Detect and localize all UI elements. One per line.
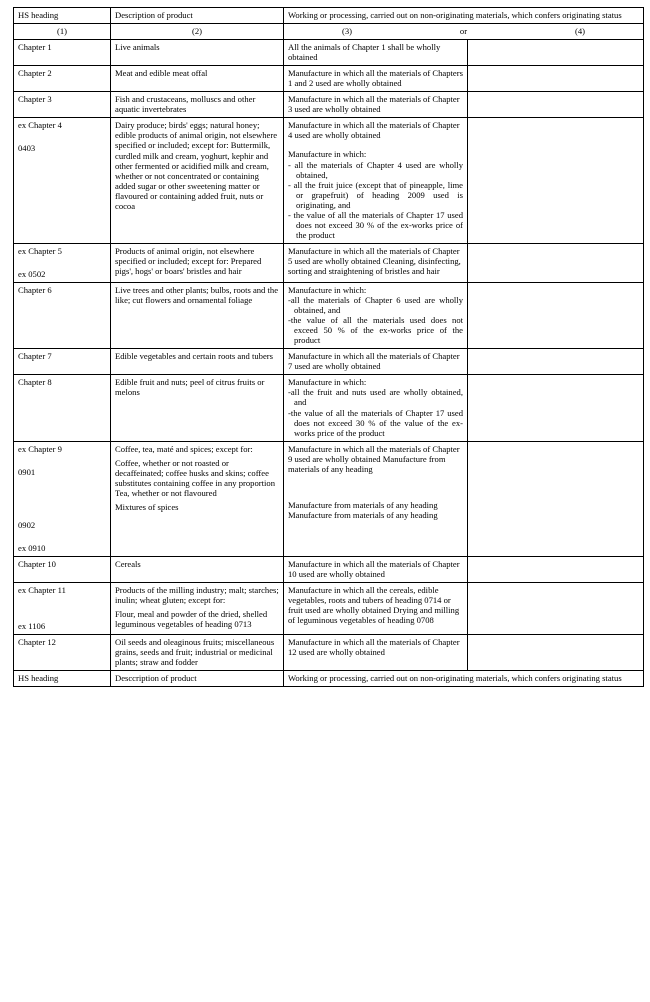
spacer (18, 608, 106, 621)
description-text: Fish and crustaceans, molluscs and other aquatic invertebrates (115, 94, 256, 115)
cell-description (111, 349, 284, 375)
table-row (14, 243, 644, 282)
spacer (288, 140, 463, 149)
cell-alternative (468, 441, 644, 556)
description-text: Buttermilk, curdled milk and cream, yoghurt, kephir and other fermented or acidified milk and cream, whether or not concentrated or containing added sugar or other sweetening matter or flavoured or containing added fruit, nuts or cocoa (115, 140, 271, 211)
working-processing-text: Manufacture in which all the materials of Chapter 5 used are wholly obtained (288, 245, 460, 266)
working-processing-text: Cleaning, disinfecting, sorting and straightening of bristles and hair (288, 255, 461, 276)
cell-working-processing (284, 40, 468, 66)
description-text: Flour, meal and powder of the dried, shelled leguminous vegetables of heading 0713 (115, 609, 268, 630)
description-text: Cereals (115, 558, 141, 569)
cell-description (111, 66, 284, 92)
hs-heading-text: Chapter 8 (18, 377, 52, 388)
hs-heading-text: 0901 (18, 466, 36, 477)
hs-heading-text: 0403 (18, 143, 36, 154)
description-text: Coffee, tea, maté and spices; except for: (115, 443, 253, 454)
table-row (14, 375, 644, 441)
cell-description (111, 556, 284, 582)
cell-description (111, 92, 284, 118)
working-processing-bullet: - the value of all the materials of Chapter 17 used does not exceed 30 % of the ex-works price of the product (288, 209, 463, 240)
cell-hs-heading (14, 635, 111, 671)
cell-working-processing (284, 349, 468, 375)
description-text: Oil seeds and oleaginous fruits; miscellaneous grains, seeds and fruit; industrial or medicinal plants; straw and fodder (115, 637, 275, 668)
cell-working-processing (284, 582, 468, 634)
cell-working-processing (284, 282, 468, 348)
cell-description (111, 582, 284, 634)
cell-hs-heading (14, 66, 111, 92)
table-column-number-row (14, 24, 644, 40)
hs-heading-text: ex 0502 (18, 268, 46, 279)
table-row (14, 66, 644, 92)
table-row (14, 582, 644, 634)
cell-description (111, 441, 284, 556)
spacer (18, 490, 106, 503)
cell-alternative (468, 66, 644, 92)
description-text: Mixtures of spices (115, 501, 179, 512)
table-row (14, 349, 644, 375)
working-processing-text: Manufacture in which all the materials of Chapter 3 used are wholly obtained (288, 94, 460, 115)
working-processing-subintro: Manufacture in which: (288, 377, 367, 388)
spacer (288, 487, 463, 500)
cell-hs-heading (14, 375, 111, 441)
cell-hs-heading (14, 243, 111, 282)
rules-of-origin-table (13, 7, 644, 687)
working-processing-text: Manufacture in which all the materials of Chapter 10 used are wholly obtained (288, 558, 460, 579)
cell-working-processing (284, 375, 468, 441)
cell-hs-heading (14, 40, 111, 66)
cell-alternative (468, 243, 644, 282)
cell-hs-heading (14, 556, 111, 582)
header-description: Description of product (111, 8, 284, 24)
hs-heading-text: Chapter 7 (18, 351, 52, 362)
cell-hs-heading (14, 441, 111, 556)
spacer (18, 530, 106, 543)
cell-alternative (468, 282, 644, 348)
spacer (288, 474, 463, 487)
hs-heading-text: Chapter 3 (18, 94, 52, 105)
working-processing-bullet: - all the materials of Chapter 4 used are wholly obtained, (288, 159, 463, 180)
working-processing-text: Manufacture in which all the materials of Chapter 7 used are wholly obtained (288, 351, 460, 372)
working-processing-text: Manufacture from materials of any heading (288, 499, 438, 510)
col-number-3: (3) (341, 26, 352, 37)
working-processing-text: All the animals of Chapter 1 shall be wholly obtained (288, 42, 441, 63)
working-processing-text: Drying and milling of leguminous vegetables of heading 0708 (288, 605, 460, 626)
hs-heading-text: Chapter 12 (18, 637, 56, 648)
description-text: Tea, whether or not flavoured (115, 487, 217, 498)
cell-working-processing (284, 243, 468, 282)
cell-alternative (468, 40, 644, 66)
description-text: Edible vegetables and certain roots and tubers (115, 351, 273, 362)
description-text: Coffee, whether or not roasted or decaffeinated; coffee husks and skins; coffee substitutes containing coffee in any proportion (115, 457, 275, 488)
cell-alternative (468, 375, 644, 441)
footer-description: Desccription of product (111, 671, 284, 687)
cell-working-processing (284, 92, 468, 118)
cell-working-processing (284, 118, 468, 244)
hs-heading-text: ex Chapter 5 (18, 245, 62, 256)
spacer (18, 503, 106, 516)
description-text: Prepared pigs', hogs' or boars' bristles and hair (115, 255, 262, 276)
description-text: Products of the milling industry; malt; starches; inulin; wheat gluten; except for: (115, 584, 279, 605)
description-text: Products of animal origin, not elsewhere specified or included; except for: (115, 245, 255, 266)
col-number-3-or-4 (284, 24, 644, 40)
col-number-1: (1) (14, 24, 111, 40)
footer-hs-heading: HS heading (14, 671, 111, 687)
table-row (14, 40, 644, 66)
cell-description (111, 118, 284, 244)
hs-heading-text: ex Chapter 11 (18, 584, 66, 595)
hs-heading-text: ex Chapter 9 (18, 443, 62, 454)
col-number-4: (4) (575, 26, 586, 37)
hs-heading-text: ex Chapter 4 (18, 120, 62, 131)
hs-heading-text: 0902 (18, 519, 36, 530)
column-separator-or: or (459, 26, 468, 37)
hs-heading-text: Chapter 10 (18, 558, 56, 569)
cell-alternative (468, 118, 644, 244)
cell-hs-heading (14, 349, 111, 375)
cell-description (111, 40, 284, 66)
hs-heading-text: ex 1106 (18, 620, 46, 631)
cell-hs-heading (14, 92, 111, 118)
table-row (14, 92, 644, 118)
working-processing-bullet: -the value of all the materials of Chapter 17 used does not exceed 30 % of the value of the ex-works price of the product (288, 407, 463, 438)
cell-working-processing (284, 635, 468, 671)
col-number-2: (2) (111, 24, 284, 40)
cell-working-processing (284, 441, 468, 556)
spacer (18, 477, 106, 490)
header-working-processing: Working or processing, carried out on non-originating materials, which confers originating status (284, 8, 644, 24)
cell-hs-heading (14, 582, 111, 634)
spacer (18, 595, 106, 608)
spacer (18, 454, 106, 467)
cell-hs-heading (14, 118, 111, 244)
table-row (14, 118, 644, 244)
working-processing-text: Manufacture from materials of any heading (288, 453, 446, 474)
cell-alternative (468, 349, 644, 375)
cell-description (111, 375, 284, 441)
cell-description (111, 282, 284, 348)
cell-alternative (468, 92, 644, 118)
working-processing-bullet: -all the materials of Chapter 6 used are wholly obtained, and (288, 295, 463, 316)
working-processing-bullet: - all the fruit juice (except that of pineapple, lime or grapefruit) of heading 2009 used is originating, and (288, 179, 463, 210)
working-processing-text: Manufacture in which all the cereals, edible vegetables, roots and tubers of heading 0714 or fruit used are wholly obtained (288, 584, 451, 616)
cell-alternative (468, 556, 644, 582)
cell-description (111, 243, 284, 282)
working-processing-bullet: -all the fruit and nuts used are wholly obtained, and (288, 387, 463, 408)
description-text: Dairy produce; birds' eggs; natural honey; edible products of animal origin, not elsewhere specified or included; except for: (115, 120, 278, 151)
header-hs-heading: HS heading (14, 8, 111, 24)
working-processing-subintro: Manufacture in which: (288, 284, 367, 295)
hs-heading-text: Chapter 1 (18, 42, 52, 53)
cell-working-processing (284, 556, 468, 582)
table-row (14, 441, 644, 556)
cell-working-processing (284, 66, 468, 92)
footer-working-processing: Working or processing, carried out on non-originating materials, which confers originating status (284, 671, 644, 687)
cell-alternative (468, 582, 644, 634)
working-processing-text: Manufacture in which all the materials of Chapter 9 used are wholly obtained (288, 443, 460, 464)
spacer (18, 130, 106, 143)
hs-heading-text: ex 0910 (18, 542, 46, 553)
working-processing-text: Manufacture in which all the materials of Chapter 12 used are wholly obtained (288, 637, 460, 658)
cell-description (111, 635, 284, 671)
spacer (18, 256, 106, 269)
working-processing-text: Manufacture in which all the materials of Chapter 4 used are wholly obtained (288, 120, 460, 141)
table-row (14, 556, 644, 582)
description-text: Live animals (115, 42, 160, 53)
description-text: Edible fruit and nuts; peel of citrus fruits or melons (115, 377, 265, 398)
description-text: Meat and edible meat offal (115, 68, 208, 79)
table-row (14, 635, 644, 671)
hs-heading-text: Chapter 6 (18, 284, 52, 295)
working-processing-bullet: -the value of all the materials used does not exceed 50 % of the ex-works price of the product (288, 315, 463, 346)
hs-heading-text: Chapter 2 (18, 68, 52, 79)
description-text: Live trees and other plants; bulbs, roots and the like; cut flowers and ornamental foliage (115, 284, 279, 306)
table-footer-row (14, 671, 644, 687)
working-processing-text: Manufacture from materials of any heading (288, 509, 438, 520)
cell-alternative (468, 635, 644, 671)
working-processing-subintro: Manufacture in which: (288, 149, 367, 160)
table-row (14, 282, 644, 348)
cell-hs-heading (14, 282, 111, 348)
working-processing-text: Manufacture in which all the materials of Chapters 1 and 2 used are wholly obtained (288, 68, 463, 89)
table-header-row (14, 8, 644, 24)
